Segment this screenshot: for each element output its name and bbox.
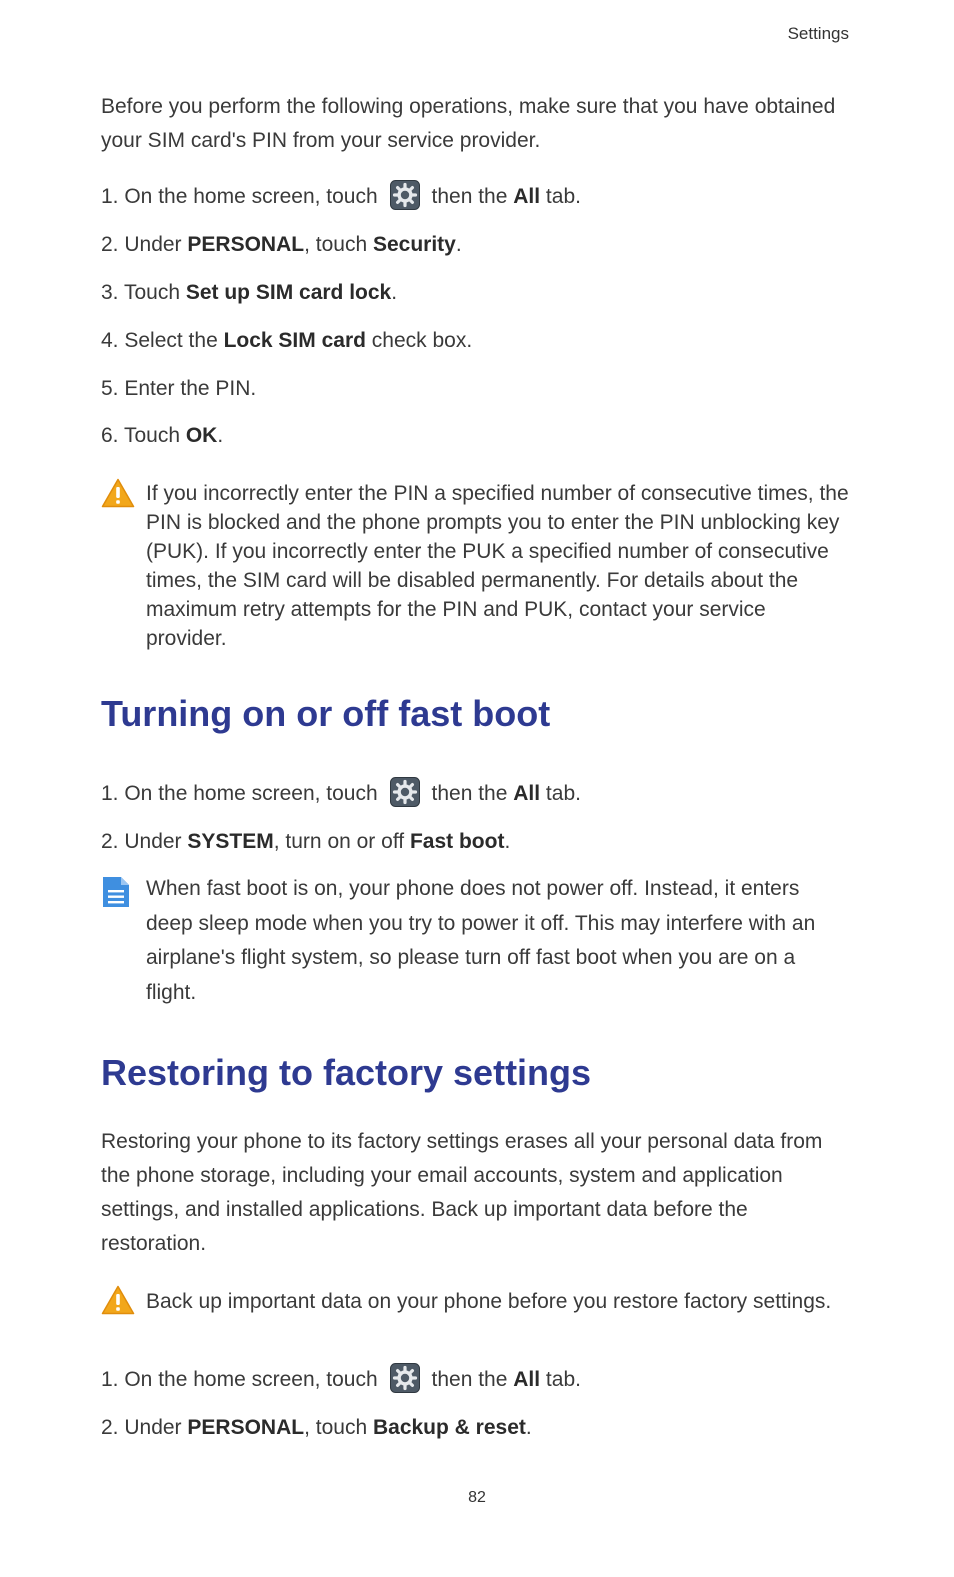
step-number: 5. bbox=[101, 377, 119, 400]
fast-boot-step-2 bbox=[101, 828, 510, 856]
step-text: , touch bbox=[304, 1416, 373, 1439]
sim-step-4 bbox=[101, 327, 472, 355]
warning-triangle-icon bbox=[101, 1285, 135, 1315]
page-number: 82 bbox=[468, 1489, 486, 1506]
step-text: Under bbox=[118, 233, 188, 256]
factory-reset-heading: Restoring to factory settings bbox=[101, 1052, 592, 1093]
fast-boot-note-text: When fast boot is on, your phone does not power off. Instead, it enters deep sleep mode when you try to power it off. This may interfere with an airplane's flight system, so please turn off fast boot when you are on a flight. bbox=[146, 877, 816, 1004]
step-text: Enter the PIN. bbox=[118, 377, 257, 400]
factory-step-2 bbox=[101, 1414, 532, 1442]
step-number: 1. bbox=[101, 185, 119, 208]
sim-step-3 bbox=[101, 279, 397, 307]
step-bold: PERSONAL bbox=[187, 233, 305, 256]
step-text: then the bbox=[425, 782, 514, 805]
step-text: , touch bbox=[304, 233, 373, 256]
step-number: 3. bbox=[101, 281, 119, 304]
step-text: check box. bbox=[365, 329, 473, 352]
step-number: 2. bbox=[101, 1416, 119, 1439]
step-number: 1. bbox=[101, 1368, 119, 1391]
fast-boot-heading: Turning on or off fast boot bbox=[101, 693, 551, 734]
step-bold: All bbox=[513, 185, 541, 208]
step-text: Touch bbox=[118, 424, 186, 447]
fast-boot-note bbox=[101, 872, 849, 1010]
step-text: Under bbox=[118, 830, 188, 853]
step-bold: Fast boot bbox=[409, 830, 505, 853]
step-text: then the bbox=[425, 185, 514, 208]
settings-gear-icon bbox=[390, 180, 420, 210]
sim-step-6 bbox=[101, 422, 223, 450]
factory-reset-intro: Restoring your phone to its factory settings erases all your personal data from the phone storage, including your email accounts, system and application settings, and installed applications. Back up important data before the restoration. bbox=[101, 1130, 823, 1255]
sim-step-2 bbox=[101, 231, 462, 259]
step-text: Select the bbox=[118, 329, 224, 352]
note-document-icon bbox=[101, 875, 131, 909]
factory-step-1 bbox=[101, 1366, 581, 1394]
step-text: tab. bbox=[540, 782, 581, 805]
settings-gear-icon bbox=[390, 777, 420, 807]
step-bold: Lock SIM card bbox=[223, 329, 366, 352]
backup-warning bbox=[101, 1287, 849, 1316]
step-text: . bbox=[504, 830, 511, 853]
step-number: 2. bbox=[101, 233, 119, 256]
step-bold: All bbox=[513, 782, 541, 805]
step-text: On the home screen, touch bbox=[118, 185, 378, 208]
step-bold: Backup & reset bbox=[372, 1416, 526, 1439]
sim-step-1 bbox=[101, 183, 581, 211]
step-bold: All bbox=[513, 1368, 541, 1391]
step-bold: SYSTEM bbox=[187, 830, 274, 853]
intro-paragraph: Before you perform the following operations, make sure that you have obtained your SIM card's PIN from your service provider. bbox=[101, 95, 836, 152]
step-text: Under bbox=[118, 1416, 188, 1439]
step-number: 6. bbox=[101, 424, 119, 447]
step-text: tab. bbox=[540, 185, 581, 208]
step-number: 2. bbox=[101, 830, 119, 853]
pin-warning bbox=[101, 479, 849, 653]
sim-step-5 bbox=[101, 375, 256, 403]
step-text: tab. bbox=[540, 1368, 581, 1391]
settings-gear-icon bbox=[390, 1363, 420, 1393]
step-bold: PERSONAL bbox=[187, 1416, 305, 1439]
backup-warning-text: Back up important data on your phone before you restore factory settings. bbox=[146, 1290, 832, 1313]
running-header: Settings bbox=[787, 24, 849, 43]
step-bold: Set up SIM card lock bbox=[185, 281, 392, 304]
step-text: On the home screen, touch bbox=[118, 1368, 378, 1391]
step-number: 1. bbox=[101, 782, 119, 805]
pin-warning-text: If you incorrectly enter the PIN a specified number of consecutive times, the PIN is blocked and the phone prompts you to enter the PIN unblocking key (PUK). If you incorrectly enter the PUK a specified number of consecutive times, the SIM card will be disabled permanently. For details about the maximum retry attempts for the PIN and PUK, contact your service provider. bbox=[146, 482, 849, 650]
warning-triangle-icon bbox=[101, 478, 135, 508]
step-text: , turn on or off bbox=[273, 830, 410, 853]
step-text: . bbox=[217, 424, 224, 447]
step-text: On the home screen, touch bbox=[118, 782, 378, 805]
step-text: then the bbox=[425, 1368, 514, 1391]
step-text: . bbox=[455, 233, 462, 256]
step-number: 4. bbox=[101, 329, 119, 352]
step-bold: OK bbox=[185, 424, 218, 447]
step-text: . bbox=[391, 281, 398, 304]
step-bold: Security bbox=[372, 233, 456, 256]
step-text: Touch bbox=[118, 281, 186, 304]
step-text: . bbox=[525, 1416, 532, 1439]
fast-boot-step-1 bbox=[101, 780, 581, 808]
